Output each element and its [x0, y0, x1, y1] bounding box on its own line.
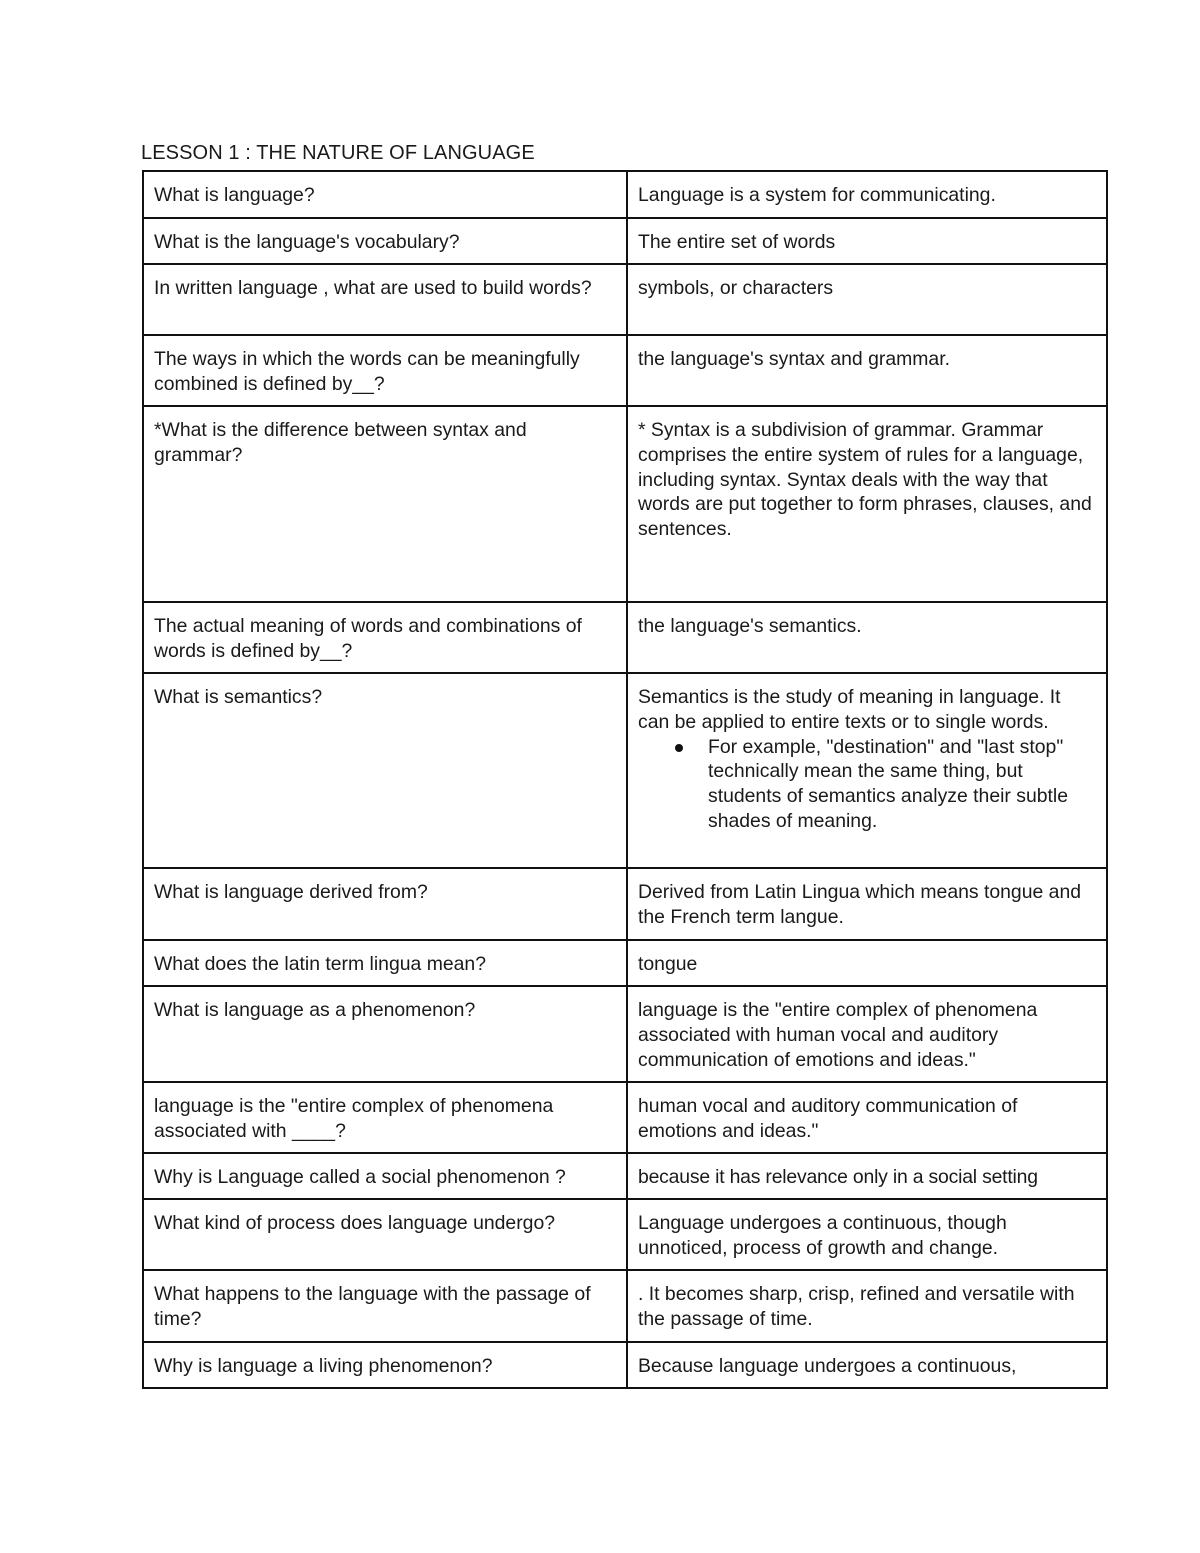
example-list	[638, 735, 1097, 834]
question-cell: In written language , what are used to build words?	[143, 264, 627, 335]
table-row	[143, 171, 1107, 218]
table-row	[143, 1082, 1107, 1153]
qa-table	[142, 170, 1108, 1389]
answer-cell: tongue	[627, 940, 1107, 986]
answer-cell	[627, 673, 1107, 868]
question-cell: What kind of process does language undergo?	[143, 1199, 627, 1270]
question-cell: The actual meaning of words and combinations of words is defined by__?	[143, 602, 627, 673]
answer-cell: . It becomes sharp, crisp, refined and versatile with the passage of time.	[627, 1270, 1107, 1342]
question-cell: What does the latin term lingua mean?	[143, 940, 627, 986]
question-cell: What is language?	[143, 171, 627, 218]
question-cell: Why is language a living phenomenon?	[143, 1342, 627, 1388]
table-row	[143, 940, 1107, 986]
table-row	[143, 1199, 1107, 1270]
question-cell: language is the "entire complex of phenomena associated with ____?	[143, 1082, 627, 1153]
table-row	[143, 218, 1107, 264]
question-cell: What is semantics?	[143, 673, 627, 868]
table-row	[143, 1270, 1107, 1342]
answer-cell: Language is a system for communicating.	[627, 171, 1107, 218]
table-row	[143, 673, 1107, 868]
answer-cell: human vocal and auditory communication of emotions and ideas."	[627, 1082, 1107, 1153]
table-row	[143, 1342, 1107, 1388]
question-cell: The ways in which the words can be meaningfully combined is defined by__?	[143, 335, 627, 406]
table-row	[143, 264, 1107, 335]
answer-cell: * Syntax is a subdivision of grammar. Grammar comprises the entire system of rules for a language, including syntax. Syntax deals with the way that words are put together to form phrases, clauses, and sentences.	[627, 406, 1107, 602]
answer-text: Semantics is the study of meaning in language. It can be applied to entire texts or to single words.	[638, 686, 1061, 733]
answer-cell: The entire set of words	[627, 218, 1107, 264]
answer-cell: Derived from Latin Lingua which means tongue and the French term langue.	[627, 868, 1107, 940]
table-row	[143, 986, 1107, 1082]
question-cell: Why is Language called a social phenomenon ?	[143, 1153, 627, 1199]
answer-cell: the language's syntax and grammar.	[627, 335, 1107, 406]
table-row	[143, 335, 1107, 406]
question-cell: What is language as a phenomenon?	[143, 986, 627, 1082]
list-item: For example, "destination" and "last stop" technically mean the same thing, but students of semantics analyze their subtle shades of meaning.	[708, 735, 1097, 834]
table-row	[143, 406, 1107, 602]
answer-cell: Because language undergoes a continuous,	[627, 1342, 1107, 1388]
question-cell: What happens to the language with the passage of time?	[143, 1270, 627, 1342]
answer-cell: Language undergoes a continuous, though unnoticed, process of growth and change.	[627, 1199, 1107, 1270]
question-cell: What is the language's vocabulary?	[143, 218, 627, 264]
table-row	[143, 1153, 1107, 1199]
page-title: LESSON 1 : THE NATURE OF LANGUAGE	[141, 142, 535, 164]
question-cell: What is language derived from?	[143, 868, 627, 940]
answer-cell: because it has relevance only in a social setting	[627, 1153, 1107, 1199]
answer-cell: symbols, or characters	[627, 264, 1107, 335]
table-row	[143, 602, 1107, 673]
answer-cell: language is the "entire complex of phenomena associated with human vocal and auditory communication of emotions and ideas."	[627, 986, 1107, 1082]
answer-cell: the language's semantics.	[627, 602, 1107, 673]
question-cell: *What is the difference between syntax and grammar?	[143, 406, 627, 602]
table-row	[143, 868, 1107, 940]
